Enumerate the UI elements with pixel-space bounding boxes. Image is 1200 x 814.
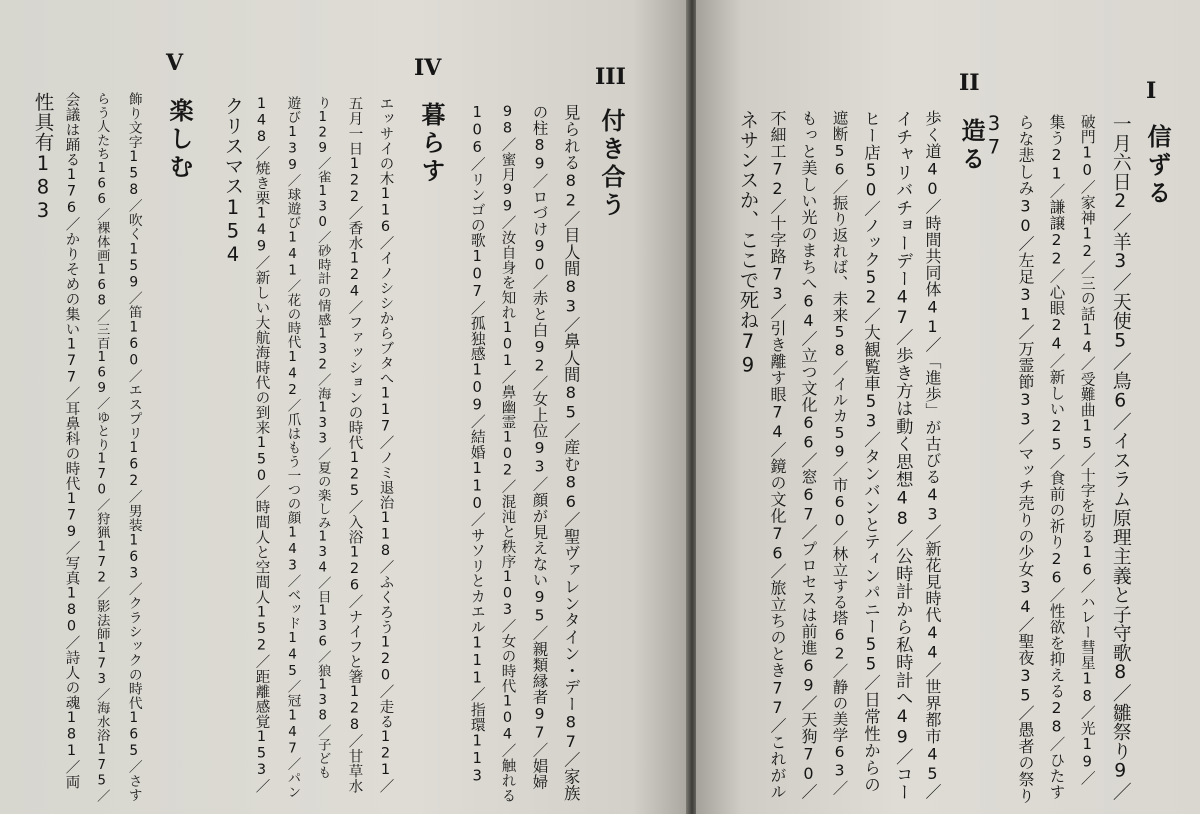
toc-line: の柱89／ロづけ90／赤と白92／女上位93／顔が見えない95／親類縁者97／娼婦: [530, 104, 549, 790]
toc-line: 歩く道40／時間共同体41／「進歩」が古びる43／新花見時代44／世界都市45／: [923, 110, 942, 800]
toc-line: らな悲しみ30／左足31／万霊節33／マッチ売りの少女34／聖夜35／愚者の祭り: [1016, 114, 1035, 804]
toc-line: 破門10／家神12／三の話14／受難曲15／十字を切る16／ハレー彗星18／光19／: [1078, 114, 1096, 786]
toc-line: 五月一日122／香水124／ファッションの時代125／入浴126／ナイフと箸128／甘草水: [346, 96, 363, 794]
toc-line: 会議は踊る176／かりそめの集い177／耳鼻科の時代179／写真180／詩人の魂181／両: [63, 92, 80, 790]
section-heading-4: 暮らす: [417, 102, 445, 186]
toc-line: 148／焼き栗149／新しい大航海時代の到来150／時間人と空間人152／距離感覚153／: [253, 96, 270, 794]
section-heading-3: 付き合う: [597, 108, 625, 220]
toc-line: 見られる82／目人間83／鼻人間85／産む86／聖ヴァレンタイン・デー87／家族: [561, 104, 581, 802]
toc-line: ヒー店50／ノック52／大観覧車53／タンバンとティンパニー55／日常性からの: [861, 110, 881, 793]
toc-line: イチャリバチョーデー47／歩き方は動く思想48／公時計から私時計へ49／コー: [892, 110, 913, 801]
toc-line: エッサイの木116／イノシシからブタへ117／ノミ退治118／ふくろう120／走る121／: [377, 96, 394, 794]
section-numeral-4: IV: [414, 55, 442, 81]
toc-line: ネサンスか、ここで死ね79: [736, 110, 760, 377]
toc-line: 集う21／謙譲22／心眼24／新しい25／食前の祈り26／性欲を抑える28／ひたす: [1047, 114, 1066, 800]
toc-line: クリスマス154: [221, 96, 245, 267]
toc-line: 飾り文字158／吹く159／笛160／エスプリ162／男装163／クラシックの時代165／さす: [125, 92, 142, 803]
toc-line: 37: [982, 112, 1006, 159]
toc-line: 一月六日2／羊3／天使5／鳥6／イスラム原理主義と子守歌8／雛祭り9／: [1109, 114, 1131, 802]
section-numeral-1: I: [1146, 78, 1157, 104]
toc-line: 遊び139／球遊び141／花の時代142／爪はもう一つの顔143／ベッド145／冠147／パン: [284, 96, 301, 799]
section-numeral-2: II: [959, 70, 980, 96]
section-heading-1: 信ずる: [1143, 124, 1171, 208]
toc-line: り129／雀130／砂時計の情感132／海133／夏の楽しみ134／目136／狼138／子ども: [315, 96, 331, 779]
toc-line: もっと美しい光のまちへ64／立つ文化66／窓67／プロセスは前進69／天狗70／: [799, 110, 818, 800]
toc-line: 不細工72／十字路73／引き離す眼74／鏡の文化76／旅立ちのとき77／これがル: [768, 110, 787, 800]
section-numeral-5: V: [166, 50, 184, 76]
toc-line: 遮断56／振り返れば、未来58／イルカ59／市60／林立する塔62／静の美学63／: [830, 110, 849, 796]
toc-line: 性具有183: [31, 92, 55, 223]
section-numeral-3: III: [595, 64, 626, 90]
toc-line: 106／リンゴの歌107／孤独感109／結婚110／サソリとカエル111／指環113: [468, 104, 486, 785]
section-heading-5: 楽しむ: [165, 98, 193, 182]
toc-line: 98／蜜月99／汝自身を知れ101／鼻幽霊102／混沌と秩序103／女の時代104／触れる: [499, 104, 516, 803]
toc-line: らう人たち166／裸体画168／三百169／ゆとり170／狩猟172／影法師173／海水浴175／: [94, 92, 110, 803]
section-heading-2: 造る: [957, 118, 985, 174]
